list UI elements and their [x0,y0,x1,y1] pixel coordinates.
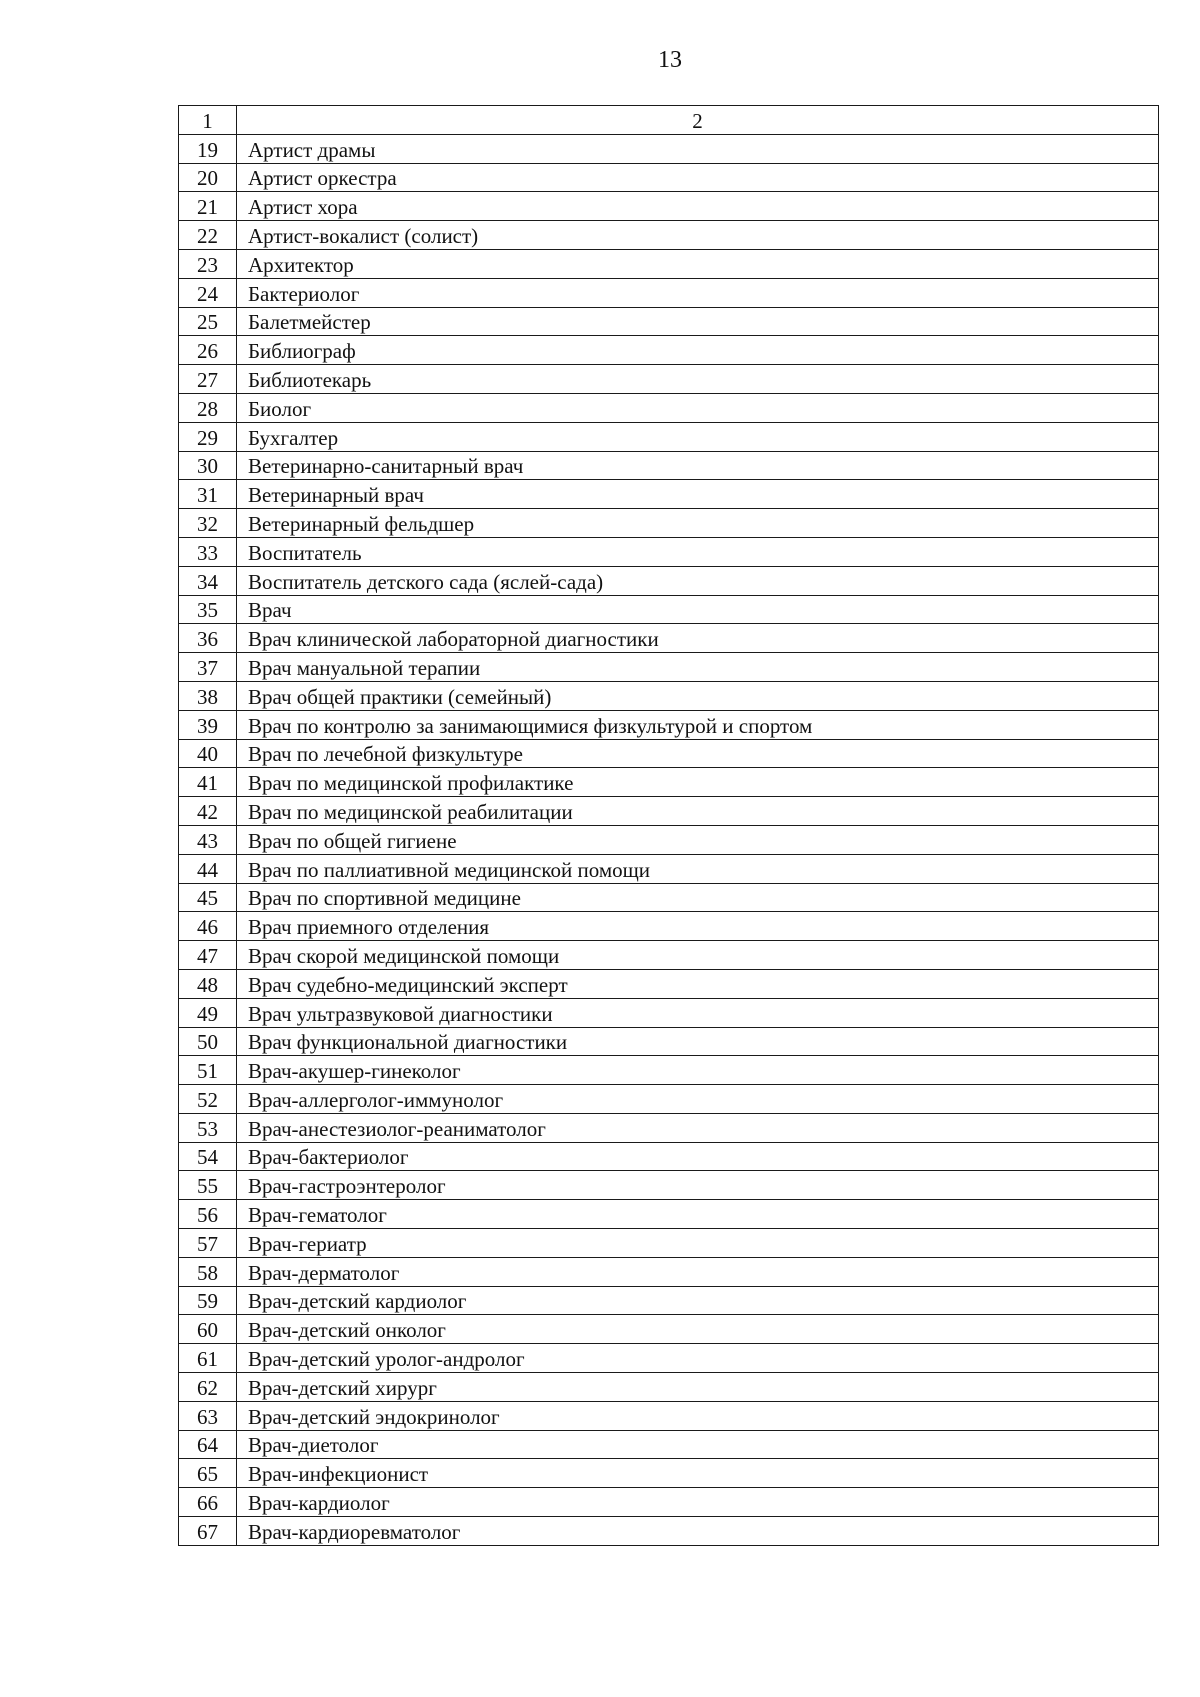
professions-table [178,105,1159,1546]
header-col-2: 2 [237,106,1159,135]
row-number: 59 [179,1286,237,1315]
table-row [179,163,1159,192]
profession-name: Врач-дерматолог [237,1257,1159,1286]
table-row [179,1257,1159,1286]
profession-name: Врач-аллерголог-иммунолог [237,1085,1159,1114]
row-number: 27 [179,365,237,394]
row-number: 21 [179,192,237,221]
profession-name: Бактериолог [237,278,1159,307]
table-row [179,221,1159,250]
profession-name: Врач функциональной диагностики [237,1027,1159,1056]
profession-name: Врач-кардиолог [237,1488,1159,1517]
row-number: 23 [179,249,237,278]
profession-name: Врач [237,595,1159,624]
table-row [179,422,1159,451]
table-row [179,393,1159,422]
header-col-1: 1 [179,106,237,135]
profession-name: Врач-гастроэнтеролог [237,1171,1159,1200]
profession-name: Врач-детский кардиолог [237,1286,1159,1315]
row-number: 67 [179,1517,237,1546]
row-number: 40 [179,739,237,768]
row-number: 44 [179,854,237,883]
table-row [179,537,1159,566]
profession-name: Врач по контролю за занимающимися физкультурой и спортом [237,710,1159,739]
table-row [179,278,1159,307]
profession-name: Врач-кардиоревматолог [237,1517,1159,1546]
profession-name: Артист хора [237,192,1159,221]
table-row [179,1113,1159,1142]
table-row [179,566,1159,595]
row-number: 24 [179,278,237,307]
row-number: 28 [179,393,237,422]
profession-name: Библиограф [237,336,1159,365]
profession-name: Врач-детский онколог [237,1315,1159,1344]
profession-name: Врач мануальной терапии [237,653,1159,682]
profession-name: Врач клинической лабораторной диагностики [237,624,1159,653]
table-row [179,998,1159,1027]
table-row [179,1401,1159,1430]
profession-name: Врач скорой медицинской помощи [237,941,1159,970]
row-number: 54 [179,1142,237,1171]
row-number: 55 [179,1171,237,1200]
row-number: 51 [179,1056,237,1085]
profession-name: Бухгалтер [237,422,1159,451]
table-row [179,595,1159,624]
profession-name: Врач-детский эндокринолог [237,1401,1159,1430]
page-number: 13 [658,47,682,73]
row-number: 60 [179,1315,237,1344]
profession-name: Врач по медицинской профилактике [237,768,1159,797]
table-row [179,1142,1159,1171]
profession-name: Врач по паллиативной медицинской помощи [237,854,1159,883]
row-number: 34 [179,566,237,595]
row-number: 58 [179,1257,237,1286]
row-number: 43 [179,825,237,854]
row-number: 26 [179,336,237,365]
table-row [179,710,1159,739]
table-row [179,451,1159,480]
profession-name: Врач ультразвуковой диагностики [237,998,1159,1027]
table-row [179,624,1159,653]
row-number: 33 [179,537,237,566]
table-row [179,1459,1159,1488]
row-number: 36 [179,624,237,653]
profession-name: Врач-бактериолог [237,1142,1159,1171]
row-number: 38 [179,681,237,710]
row-number: 56 [179,1200,237,1229]
profession-name: Ветеринарно-санитарный врач [237,451,1159,480]
table-row [179,1286,1159,1315]
table-row [179,1344,1159,1373]
row-number: 53 [179,1113,237,1142]
table-row [179,1517,1159,1546]
table-row [179,912,1159,941]
row-number: 49 [179,998,237,1027]
profession-name: Врач-детский хирург [237,1373,1159,1402]
table-row [179,480,1159,509]
table-row [179,941,1159,970]
table-row [179,969,1159,998]
row-number: 48 [179,969,237,998]
row-number: 29 [179,422,237,451]
row-number: 52 [179,1085,237,1114]
table-header-row [179,106,1159,135]
table-row [179,854,1159,883]
profession-name: Врач по медицинской реабилитации [237,797,1159,826]
profession-name: Артист-вокалист (солист) [237,221,1159,250]
row-number: 31 [179,480,237,509]
table-row [179,681,1159,710]
row-number: 57 [179,1229,237,1258]
table-row [179,1229,1159,1258]
profession-name: Артист драмы [237,134,1159,163]
profession-name: Врач-инфекционист [237,1459,1159,1488]
row-number: 62 [179,1373,237,1402]
table-row [179,249,1159,278]
row-number: 45 [179,883,237,912]
row-number: 46 [179,912,237,941]
row-number: 37 [179,653,237,682]
table-row [179,739,1159,768]
table-row [179,1488,1159,1517]
table-row [179,365,1159,394]
profession-name: Врач-детский уролог-андролог [237,1344,1159,1373]
profession-name: Архитектор [237,249,1159,278]
profession-name: Воспитатель [237,537,1159,566]
profession-name: Ветеринарный врач [237,480,1159,509]
profession-name: Балетмейстер [237,307,1159,336]
profession-name: Врач-анестезиолог-реаниматолог [237,1113,1159,1142]
profession-name: Артист оркестра [237,163,1159,192]
row-number: 39 [179,710,237,739]
row-number: 32 [179,509,237,538]
table-row [179,883,1159,912]
row-number: 50 [179,1027,237,1056]
row-number: 61 [179,1344,237,1373]
table-row [179,307,1159,336]
table-body [179,106,1159,1546]
profession-name: Биолог [237,393,1159,422]
profession-name: Врач приемного отделения [237,912,1159,941]
profession-name: Врач общей практики (семейный) [237,681,1159,710]
table-row [179,1171,1159,1200]
table-row [179,134,1159,163]
table-row [179,825,1159,854]
row-number: 65 [179,1459,237,1488]
row-number: 25 [179,307,237,336]
row-number: 22 [179,221,237,250]
profession-name: Врач по лечебной физкультуре [237,739,1159,768]
row-number: 64 [179,1430,237,1459]
table-row [179,509,1159,538]
table-row [179,1430,1159,1459]
row-number: 30 [179,451,237,480]
profession-name: Врач по спортивной медицине [237,883,1159,912]
profession-name: Библиотекарь [237,365,1159,394]
profession-name: Врач судебно-медицинский эксперт [237,969,1159,998]
profession-name: Врач-гематолог [237,1200,1159,1229]
table-row [179,1056,1159,1085]
table-row [179,768,1159,797]
row-number: 42 [179,797,237,826]
table-row [179,336,1159,365]
row-number: 20 [179,163,237,192]
row-number: 47 [179,941,237,970]
table-row [179,1315,1159,1344]
table-row [179,653,1159,682]
row-number: 19 [179,134,237,163]
profession-name: Ветеринарный фельдшер [237,509,1159,538]
profession-name: Врач-гериатр [237,1229,1159,1258]
row-number: 41 [179,768,237,797]
profession-name: Врач-акушер-гинеколог [237,1056,1159,1085]
row-number: 66 [179,1488,237,1517]
table-row [179,1085,1159,1114]
profession-name: Врач по общей гигиене [237,825,1159,854]
table-row [179,1200,1159,1229]
profession-name: Врач-диетолог [237,1430,1159,1459]
table-row [179,797,1159,826]
table-row [179,1027,1159,1056]
row-number: 63 [179,1401,237,1430]
profession-name: Воспитатель детского сада (яслей-сада) [237,566,1159,595]
table-row [179,1373,1159,1402]
row-number: 35 [179,595,237,624]
table-row [179,192,1159,221]
